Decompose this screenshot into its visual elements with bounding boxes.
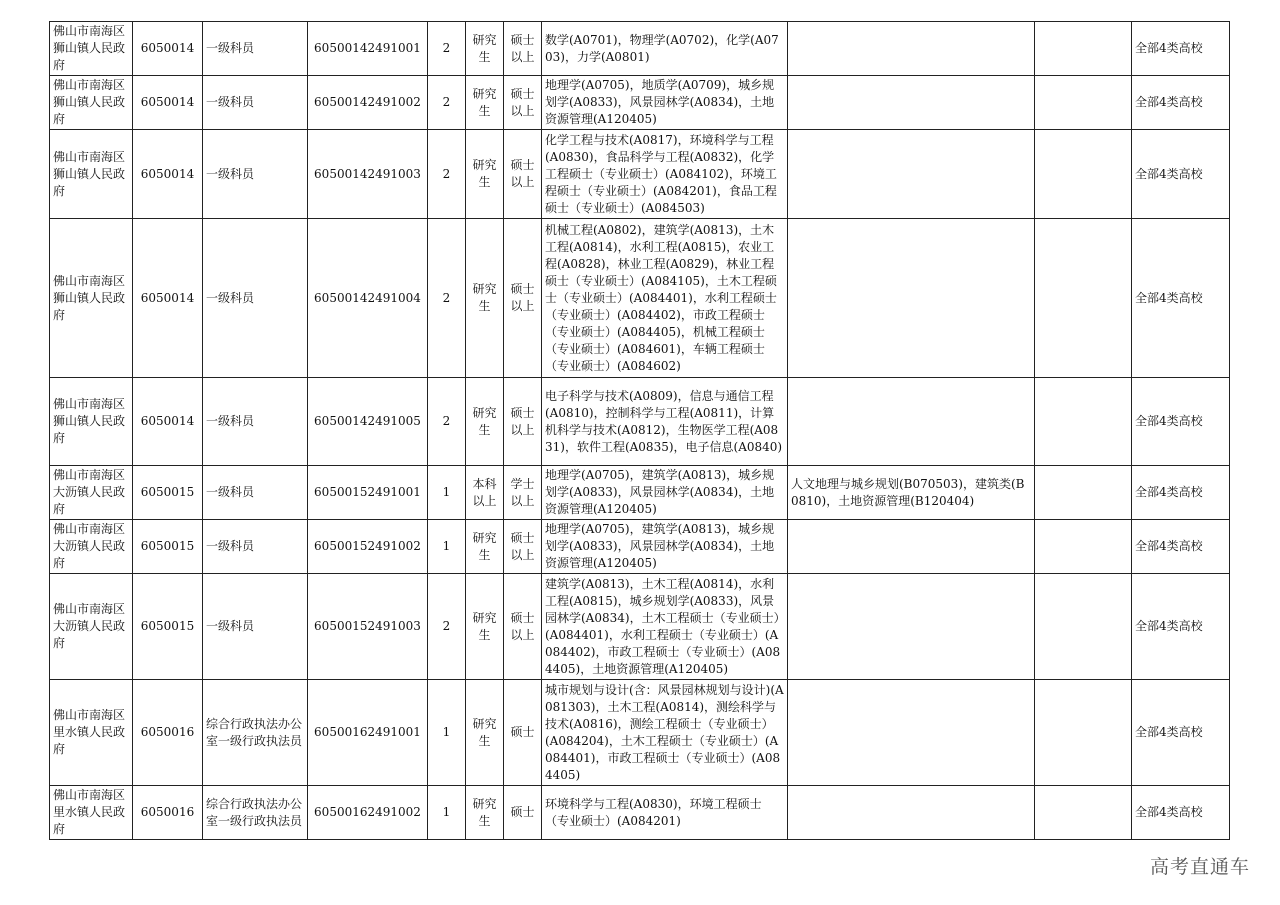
- headcount-cell: 2: [428, 22, 466, 76]
- unit-code-cell: 6050016: [133, 680, 203, 786]
- undergrad-major-cell: [788, 378, 1035, 466]
- table-row: [50, 680, 1230, 786]
- requirement-cell: [1035, 76, 1132, 130]
- unit-cell: 佛山市南海区狮山镇人民政府: [50, 22, 133, 76]
- education-cell: 研究生: [466, 22, 504, 76]
- postgrad-major-cell: 化学工程与技术(A0817)，环境科学与工程(A0830)，食品科学与工程(A0832)，化学工程硕士（专业硕士）(A084102)，环境工程硕士（专业硕士）(A084201)，食品工程硕士（专业硕士）(A084503): [542, 130, 788, 219]
- unit-cell: 佛山市南海区大沥镇人民政府: [50, 520, 133, 574]
- headcount-cell: 2: [428, 130, 466, 219]
- table-row: [50, 520, 1230, 574]
- position-code-cell: 60500142491005: [308, 378, 428, 466]
- position-cell: 综合行政执法办公室一级行政执法员: [203, 680, 308, 786]
- unit-code-cell: 6050015: [133, 574, 203, 680]
- degree-cell: 硕士以上: [504, 574, 542, 680]
- headcount-cell: 2: [428, 76, 466, 130]
- degree-cell: 硕士以上: [504, 76, 542, 130]
- undergrad-major-cell: 人文地理与城乡规划(B070503)，建筑类(B0810)，土地资源管理(B120404): [788, 466, 1035, 520]
- table-row: [50, 378, 1230, 466]
- position-code-cell: 60500142491004: [308, 219, 428, 378]
- requirement-cell: [1035, 520, 1132, 574]
- position-code-cell: 60500162491001: [308, 680, 428, 786]
- postgrad-major-cell: 城市规划与设计(含：风景园林规划与设计)(A081303)，土木工程(A0814)，测绘科学与技术(A0816)，测绘工程硕士（专业硕士）(A084204)，土木工程硕士（专业硕士）(A084401)，市政工程硕士（专业硕士）(A084405): [542, 680, 788, 786]
- position-cell: 一级科员: [203, 520, 308, 574]
- requirement-cell: [1035, 378, 1132, 466]
- unit-cell: 佛山市南海区狮山镇人民政府: [50, 219, 133, 378]
- unit-code-cell: 6050014: [133, 219, 203, 378]
- postgrad-major-cell: 数学(A0701)，物理学(A0702)，化学(A0703)，力学(A0801): [542, 22, 788, 76]
- degree-cell: 硕士: [504, 786, 542, 840]
- table-row: [50, 130, 1230, 219]
- unit-code-cell: 6050015: [133, 466, 203, 520]
- postgrad-major-cell: 机械工程(A0802)，建筑学(A0813)，土木工程(A0814)，水利工程(A0815)，农业工程(A0828)，林业工程(A0829)，林业工程硕士（专业硕士）(A084105)，土木工程硕士（专业硕士）(A084401)，水利工程硕士（专业硕士）(A084402)，市政工程硕士（专业硕士）(A084405)，机械工程硕士（专业硕士）(A084601)，车辆工程硕士（专业硕士）(A084602): [542, 219, 788, 378]
- requirement-cell: [1035, 466, 1132, 520]
- unit-cell: 佛山市南海区大沥镇人民政府: [50, 574, 133, 680]
- table-row: [50, 466, 1230, 520]
- headcount-cell: 2: [428, 574, 466, 680]
- headcount-cell: 1: [428, 520, 466, 574]
- position-cell: 一级科员: [203, 466, 308, 520]
- table-row: [50, 786, 1230, 840]
- headcount-cell: 2: [428, 219, 466, 378]
- undergrad-major-cell: [788, 574, 1035, 680]
- undergrad-major-cell: [788, 786, 1035, 840]
- education-cell: 研究生: [466, 574, 504, 680]
- postgrad-major-cell: 地理学(A0705)，建筑学(A0813)，城乡规划学(A0833)，风景园林学(A0834)，土地资源管理(A120405): [542, 466, 788, 520]
- position-cell: 一级科员: [203, 574, 308, 680]
- requirement-cell: [1035, 786, 1132, 840]
- education-cell: 研究生: [466, 680, 504, 786]
- headcount-cell: 1: [428, 786, 466, 840]
- requirement-cell: [1035, 22, 1132, 76]
- unit-cell: 佛山市南海区狮山镇人民政府: [50, 378, 133, 466]
- postgrad-major-cell: 电子科学与技术(A0809)，信息与通信工程(A0810)，控制科学与工程(A0811)，计算机科学与技术(A0812)，生物医学工程(A0831)，软件工程(A0835)，电子信息(A0840): [542, 378, 788, 466]
- table-row: [50, 22, 1230, 76]
- undergrad-major-cell: [788, 22, 1035, 76]
- degree-cell: 硕士以上: [504, 130, 542, 219]
- undergrad-major-cell: [788, 76, 1035, 130]
- undergrad-major-cell: [788, 219, 1035, 378]
- education-cell: 研究生: [466, 219, 504, 378]
- postgrad-major-cell: 环境科学与工程(A0830)，环境工程硕士（专业硕士）(A084201): [542, 786, 788, 840]
- position-cell: 一级科员: [203, 76, 308, 130]
- unit-code-cell: 6050014: [133, 22, 203, 76]
- table-row: [50, 219, 1230, 378]
- position-code-cell: 60500142491001: [308, 22, 428, 76]
- requirement-cell: [1035, 574, 1132, 680]
- degree-cell: 硕士以上: [504, 22, 542, 76]
- watermark-text: 高考直通车: [1149, 856, 1250, 878]
- degree-cell: 学士以上: [504, 466, 542, 520]
- requirement-cell: [1035, 130, 1132, 219]
- school-scope-cell: 全部4类高校: [1132, 786, 1230, 840]
- position-code-cell: 60500162491002: [308, 786, 428, 840]
- unit-cell: 佛山市南海区狮山镇人民政府: [50, 76, 133, 130]
- position-code-cell: 60500152491002: [308, 520, 428, 574]
- unit-code-cell: 6050015: [133, 520, 203, 574]
- education-cell: 研究生: [466, 520, 504, 574]
- degree-cell: 硕士以上: [504, 378, 542, 466]
- education-cell: 研究生: [466, 786, 504, 840]
- degree-cell: 硕士以上: [504, 520, 542, 574]
- unit-code-cell: 6050014: [133, 378, 203, 466]
- school-scope-cell: 全部4类高校: [1132, 520, 1230, 574]
- degree-cell: 硕士以上: [504, 219, 542, 378]
- table-row: [50, 76, 1230, 130]
- degree-cell: 硕士: [504, 680, 542, 786]
- position-cell: 一级科员: [203, 219, 308, 378]
- unit-cell: 佛山市南海区狮山镇人民政府: [50, 130, 133, 219]
- position-cell: 综合行政执法办公室一级行政执法员: [203, 786, 308, 840]
- position-code-cell: 60500142491003: [308, 130, 428, 219]
- position-code-cell: 60500152491001: [308, 466, 428, 520]
- headcount-cell: 1: [428, 466, 466, 520]
- position-code-cell: 60500152491003: [308, 574, 428, 680]
- unit-code-cell: 6050014: [133, 76, 203, 130]
- position-cell: 一级科员: [203, 130, 308, 219]
- education-cell: 研究生: [466, 378, 504, 466]
- headcount-cell: 1: [428, 680, 466, 786]
- requirement-cell: [1035, 219, 1132, 378]
- school-scope-cell: 全部4类高校: [1132, 574, 1230, 680]
- unit-code-cell: 6050016: [133, 786, 203, 840]
- table-row: [50, 574, 1230, 680]
- school-scope-cell: 全部4类高校: [1132, 466, 1230, 520]
- undergrad-major-cell: [788, 130, 1035, 219]
- education-cell: 本科以上: [466, 466, 504, 520]
- undergrad-major-cell: [788, 680, 1035, 786]
- school-scope-cell: 全部4类高校: [1132, 130, 1230, 219]
- position-cell: 一级科员: [203, 378, 308, 466]
- unit-cell: 佛山市南海区里水镇人民政府: [50, 786, 133, 840]
- school-scope-cell: 全部4类高校: [1132, 378, 1230, 466]
- postgrad-major-cell: 地理学(A0705)，建筑学(A0813)，城乡规划学(A0833)，风景园林学(A0834)，土地资源管理(A120405): [542, 520, 788, 574]
- position-cell: 一级科员: [203, 22, 308, 76]
- position-code-cell: 60500142491002: [308, 76, 428, 130]
- school-scope-cell: 全部4类高校: [1132, 76, 1230, 130]
- undergrad-major-cell: [788, 520, 1035, 574]
- school-scope-cell: 全部4类高校: [1132, 680, 1230, 786]
- unit-code-cell: 6050014: [133, 130, 203, 219]
- education-cell: 研究生: [466, 76, 504, 130]
- school-scope-cell: 全部4类高校: [1132, 219, 1230, 378]
- requirement-cell: [1035, 680, 1132, 786]
- education-cell: 研究生: [466, 130, 504, 219]
- headcount-cell: 2: [428, 378, 466, 466]
- postgrad-major-cell: 地理学(A0705)，地质学(A0709)，城乡规划学(A0833)，风景园林学(A0834)，土地资源管理(A120405): [542, 76, 788, 130]
- postgrad-major-cell: 建筑学(A0813)，土木工程(A0814)，水利工程(A0815)，城乡规划学(A0833)，风景园林学(A0834)，土木工程硕士（专业硕士）(A084401)，水利工程硕士（专业硕士）(A084402)，市政工程硕士（专业硕士）(A084405)，土地资源管理(A120405): [542, 574, 788, 680]
- unit-cell: 佛山市南海区大沥镇人民政府: [50, 466, 133, 520]
- recruitment-table: [49, 21, 1230, 840]
- school-scope-cell: 全部4类高校: [1132, 22, 1230, 76]
- unit-cell: 佛山市南海区里水镇人民政府: [50, 680, 133, 786]
